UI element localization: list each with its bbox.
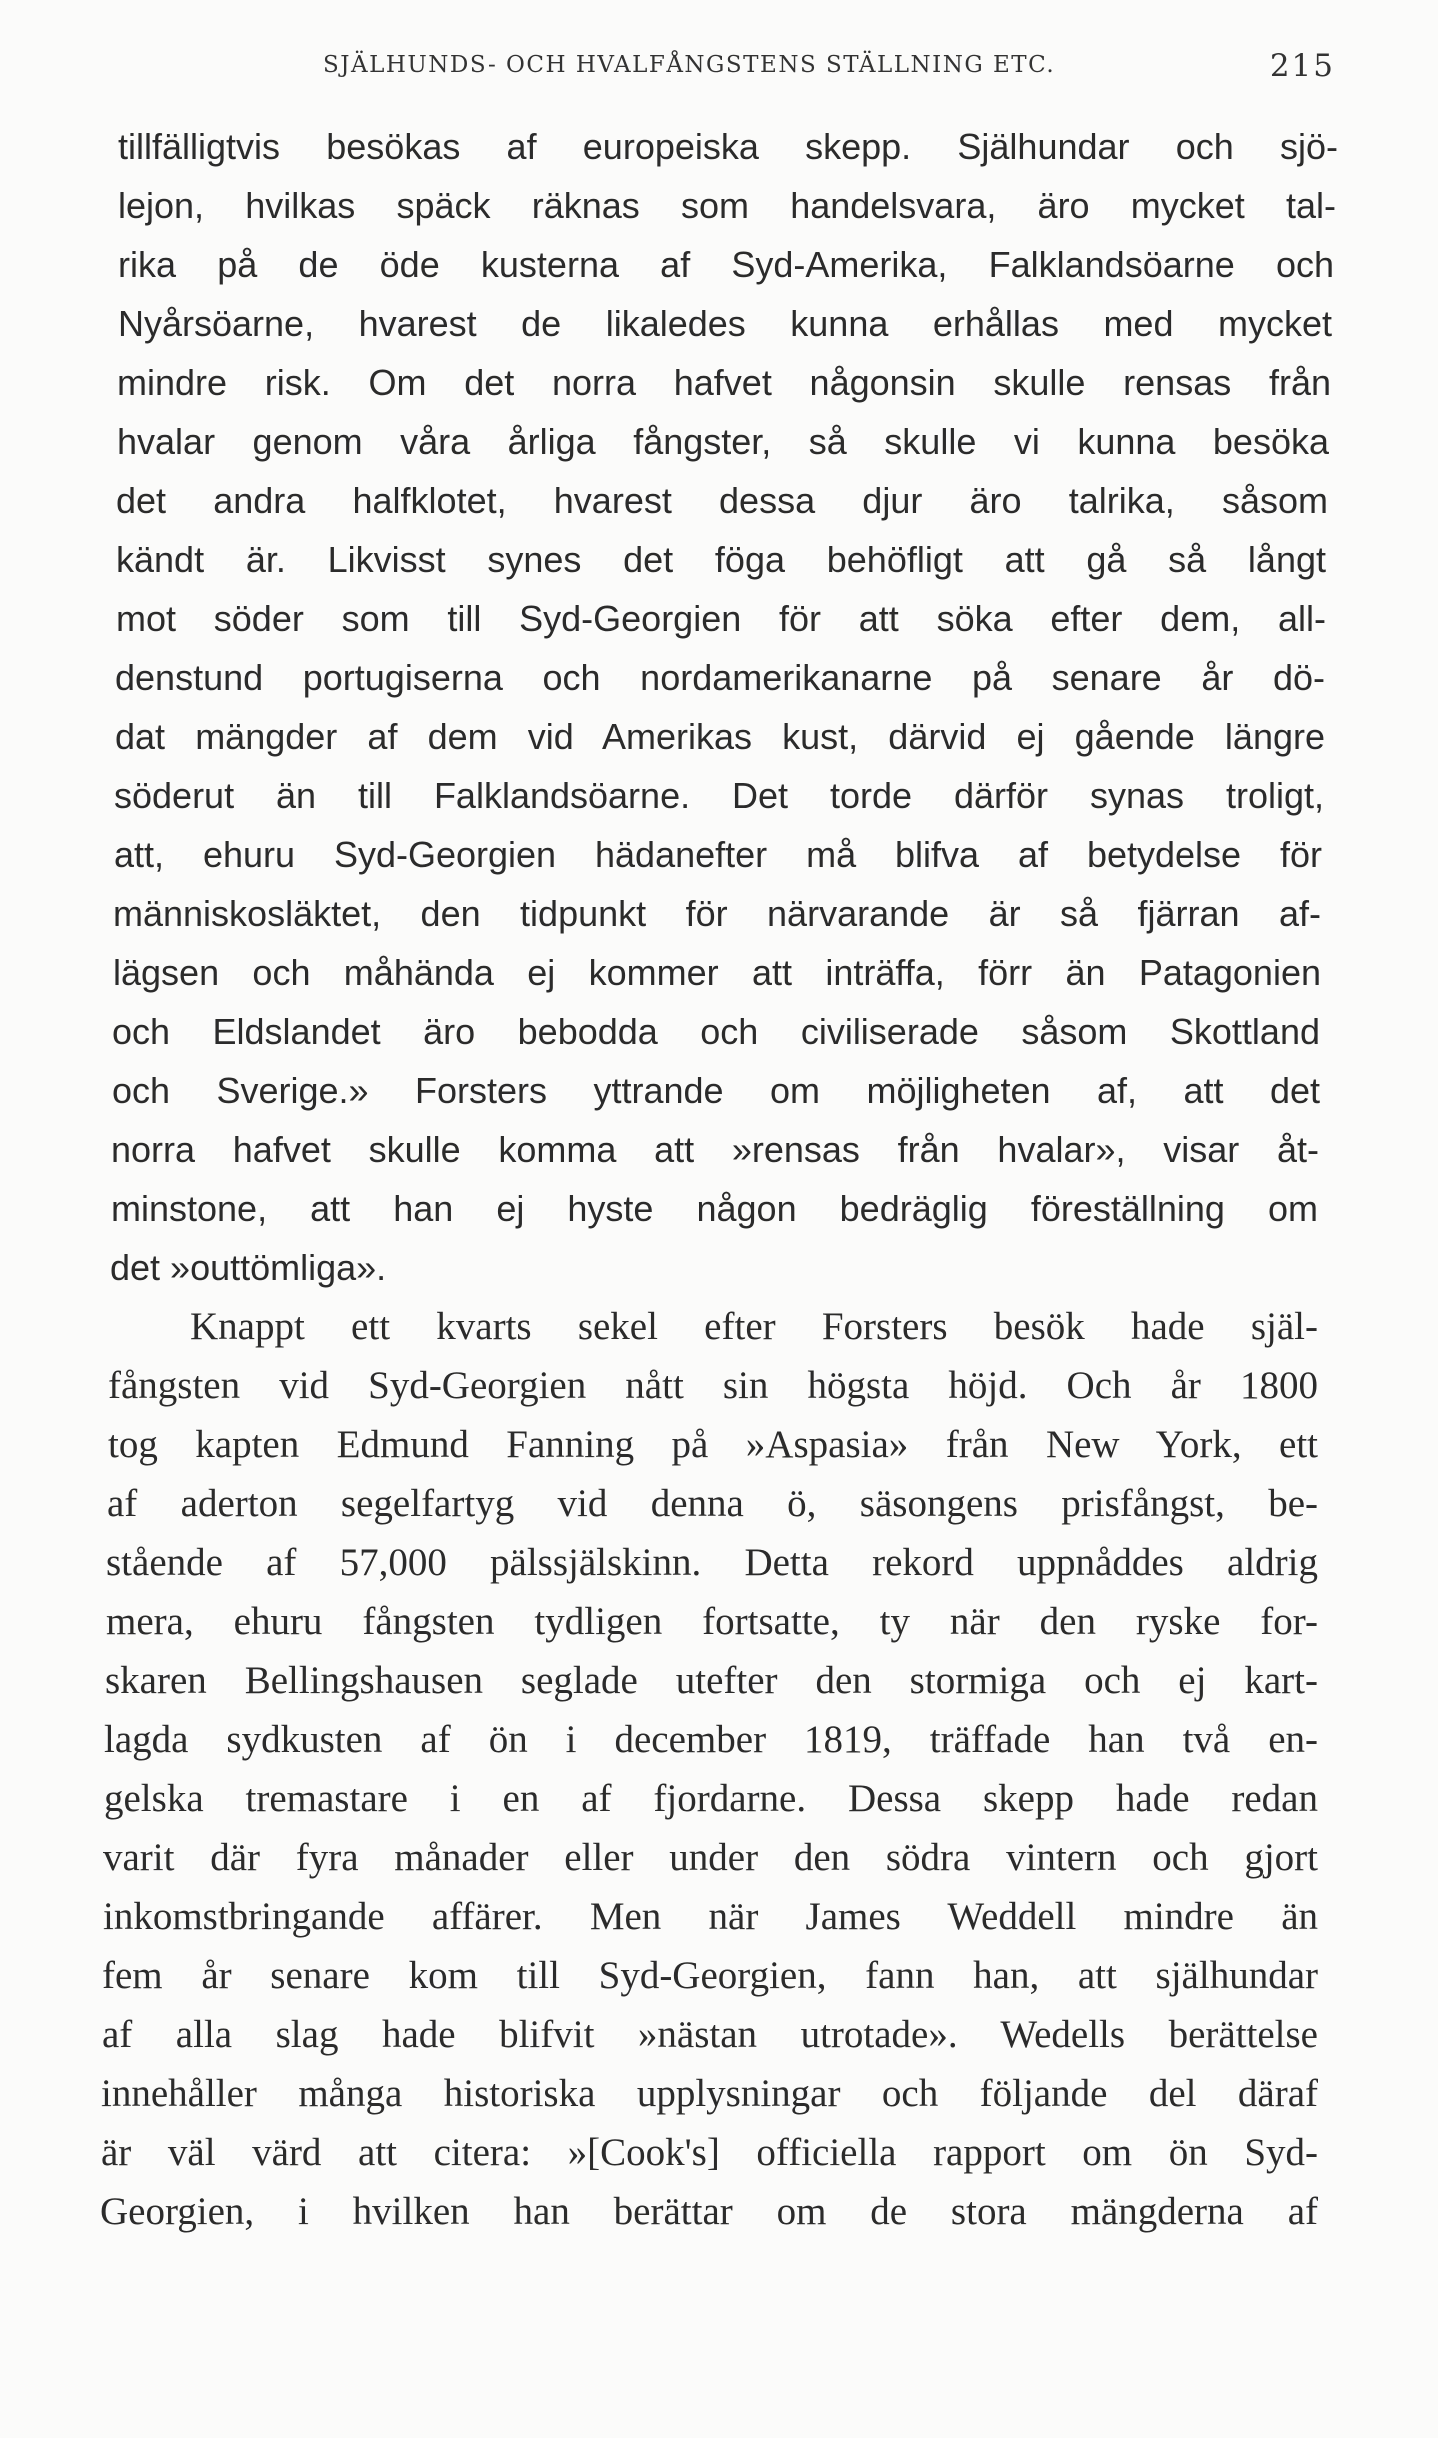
- text-line: det »outtömliga».: [110, 1247, 387, 1288]
- text-line: är väl värd att citera: »[Cook's] officiella rapport om ön Syd-: [101, 2131, 1318, 2174]
- text-line: det andra halfklotet, hvarest dessa djur äro talrika, såsom: [116, 480, 1328, 521]
- text-line: af alla slag hade blifvit »nästan utrotade». Wedells berättelse: [102, 2013, 1318, 2056]
- text-line: af aderton segelfartyg vid denna ö, säsongens prisfångst, be-: [107, 1482, 1318, 1525]
- text-line: människosläktet, den tidpunkt för närvarande är så fjärran af-: [113, 893, 1321, 934]
- text-line: och Eldslandet äro bebodda och civiliserade såsom Skottland: [112, 1011, 1320, 1052]
- text-line: fångsten vid Syd-Georgien nått sin högsta höjd. Och år 1800: [108, 1364, 1318, 1407]
- text-line: lejon, hvilkas späck räknas som handelsvara, äro mycket tal-: [118, 185, 1336, 226]
- text-line: lagda sydkusten af ön i december 1819, träffade han två en-: [104, 1718, 1318, 1761]
- text-line: inkomstbringande affärer. Men när James Weddell mindre än: [103, 1895, 1318, 1938]
- text-line: söderut än till Falklandsöarne. Det torde därför synas troligt,: [114, 775, 1324, 816]
- running-header: [113, 48, 1335, 92]
- text-line: Knappt ett kvarts sekel efter Forsters besök hade själ-: [190, 1305, 1318, 1348]
- text-line: mera, ehuru fångsten tydligen fortsatte, ty när den ryske for-: [106, 1600, 1318, 1643]
- text-line: tillfälligtvis besökas af europeiska skepp. Själhundar och sjö-: [118, 126, 1338, 167]
- text-line: innehåller många historiska upplysningar och följande del däraf: [101, 2072, 1318, 2115]
- text-line: mot söder som till Syd-Georgien för att söka efter dem, all-: [116, 598, 1326, 639]
- running-title: SJÄLHUNDS- OCH HVALFÅNGSTENS STÄLLNING ETC.: [323, 52, 1056, 78]
- text-line: skaren Bellingshausen seglade utefter den stormiga och ej kart-: [105, 1659, 1318, 1702]
- text-line: lägsen och måhända ej kommer att inträffa, förr än Patagonien: [113, 952, 1321, 993]
- text-line: att, ehuru Syd-Georgien hädanefter må blifva af betydelse för: [114, 834, 1322, 875]
- text-line: mindre risk. Om det norra hafvet någonsin skulle rensas från: [117, 362, 1331, 403]
- text-line: gelska tremastare i en af fjordarne. Dessa skepp hade redan: [104, 1777, 1318, 1820]
- text-line: och Sverige.» Forsters yttrande om möjligheten af, att det: [112, 1070, 1320, 1111]
- text-line: hvalar genom våra årliga fångster, så skulle vi kunna besöka: [117, 421, 1329, 462]
- text-line: stående af 57,000 pälssjälskinn. Detta rekord uppnåddes aldrig: [106, 1541, 1318, 1584]
- text-line: denstund portugiserna och nordamerikanarne på senare år dö-: [115, 657, 1325, 698]
- text-line: kändt är. Likvisst synes det föga behöfligt att gå så långt: [116, 539, 1326, 580]
- text-line: minstone, att han ej hyste någon bedräglig föreställning om: [111, 1188, 1318, 1229]
- text-line: fem år senare kom till Syd-Georgien, fann han, att själhundar: [102, 1954, 1318, 1997]
- page-number: 215: [1269, 48, 1335, 84]
- text-line: Georgien, i hvilken han berättar om de stora mängderna af: [100, 2190, 1318, 2233]
- text-line: rika på de öde kusterna af Syd-Amerika, Falklandsöarne och: [118, 244, 1334, 285]
- text-line: dat mängder af dem vid Amerikas kust, därvid ej gående längre: [115, 716, 1325, 757]
- text-line: tog kapten Edmund Fanning på »Aspasia» från New York, ett: [108, 1423, 1318, 1466]
- text-line: norra hafvet skulle komma att »rensas från hvalar», visar åt-: [111, 1129, 1319, 1170]
- text-line: Nyårsöarne, hvarest de likaledes kunna erhållas med mycket: [118, 303, 1332, 344]
- text-line: varit där fyra månader eller under den södra vintern och gjort: [103, 1836, 1318, 1879]
